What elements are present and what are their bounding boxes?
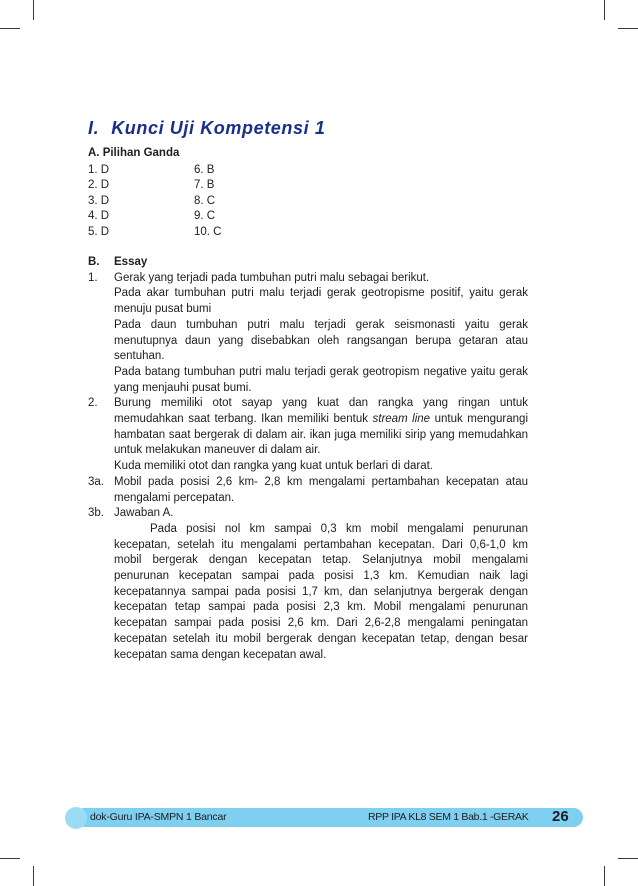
italic-term: stream line bbox=[372, 413, 431, 426]
crop-mark bbox=[618, 28, 638, 29]
crop-mark bbox=[604, 0, 605, 20]
paragraph: Gerak yang terjadi pada tumbuhan putri malu sebagai berikut. bbox=[114, 271, 430, 284]
item-number: 1. bbox=[88, 271, 98, 284]
crop-mark bbox=[33, 866, 34, 886]
multiple-choice-section bbox=[88, 146, 222, 241]
answer-item: 4. D bbox=[88, 210, 110, 223]
crop-mark bbox=[618, 858, 638, 859]
paragraph: Pada daun tumbuhan putri malu terjadi gerak seismonasti yaitu gerak menutupnya daun yang disebabkan oleh rangsangan berupa getaran atau sentuhan. bbox=[114, 318, 528, 363]
section-title-text: Kunci Uji Kompetensi 1 bbox=[111, 118, 326, 138]
multiple-choice-heading: A. Pilihan Ganda bbox=[88, 147, 180, 159]
answer-row bbox=[88, 209, 222, 225]
essay-label: B. bbox=[88, 256, 100, 268]
section-title bbox=[88, 118, 325, 139]
essay-section bbox=[88, 255, 528, 663]
paragraph: Pada akar tumbuhan putri malu terjadi gerak geotropisme positif, yaitu gerak menuju pusat bumi bbox=[114, 287, 528, 316]
answer-item: 3. D bbox=[88, 194, 110, 207]
item-number: 2. bbox=[88, 397, 98, 410]
answer-line: Jawaban A. bbox=[114, 507, 174, 520]
text-run: untuk mengurangi hambatan saat bergerak di dalam air. ikan juga memiliki sirip yang memudahkan untuk melakukan maneuver di dalam air. bbox=[114, 413, 528, 457]
footer-left-text: dok-Guru IPA-SMPN 1 Bancar bbox=[90, 811, 227, 823]
paragraph: Mobil pada posisi 2,6 km- 2,8 km mengalami pertambahan kecepatan atau mengalami percepatan. bbox=[114, 475, 528, 504]
item-number: 3a. bbox=[88, 475, 104, 488]
answer-row bbox=[88, 163, 222, 179]
crop-mark bbox=[0, 28, 20, 29]
essay-item bbox=[88, 506, 528, 663]
paragraph: Pada posisi nol km sampai 0,3 km mobil mengalami penurunan kecepatan, setelah itu mengalami pertambahan kecepatan. Dari 0,6-1,0 km mobil bergerak dengan kecepatan tetap. Selanjutnya mobil mengalami penurunan kecepatan sampai pada posisi 1,3 km. Kemudian naik lagi kecepatannya sampai pada posisi 1,7 km, dan selanjutnya bergerak dengan kecepatan tetap sampai pada posisi 2,3 km. Mobil mengalami penurunan kecepatan sampai pada posisi 2,6 km. Dari 2,6-2,8 mengalami peningatan kecepatan setelah itu mobil bergerak dengan kecepatan tetap, dengan besar kecepatan sama dengan kecepatan awal. bbox=[114, 522, 528, 661]
answer-item: 8. C bbox=[194, 194, 216, 207]
page-number: 26 bbox=[552, 808, 569, 825]
crop-mark bbox=[0, 858, 20, 859]
answer-item: 2. D bbox=[88, 179, 110, 192]
crop-mark bbox=[33, 0, 34, 20]
answer-item: 9. C bbox=[194, 210, 216, 223]
essay-item bbox=[88, 475, 528, 506]
essay-item bbox=[88, 396, 528, 475]
answer-item: 5. D bbox=[88, 225, 110, 238]
paragraph bbox=[114, 396, 528, 459]
answer-item: 6. B bbox=[194, 163, 215, 176]
text-run: Burung memiliki otot sayap yang kuat dan rangka yang ringan untuk memudahkan saat terbang. Ikan memiliki bentuk bbox=[114, 397, 528, 426]
answer-row bbox=[88, 194, 222, 210]
paragraph: Kuda memiliki otot dan rangka yang kuat untuk berlari di darat. bbox=[114, 460, 433, 473]
paragraph: Pada batang tumbuhan putri malu terjadi gerak geotropism negative yaitu gerak yang menjauhi pusat bumi. bbox=[114, 365, 528, 394]
answer-item: 7. B bbox=[194, 179, 215, 192]
crop-mark bbox=[604, 866, 605, 886]
section-number: I. bbox=[88, 118, 100, 138]
item-number: 3b. bbox=[88, 507, 104, 520]
essay-heading-text: Essay bbox=[114, 256, 148, 268]
answer-row bbox=[88, 178, 222, 194]
essay-item bbox=[88, 271, 528, 397]
footer-right-text: RPP IPA KL8 SEM 1 Bab.1 -GERAK bbox=[368, 811, 529, 823]
essay-heading bbox=[88, 255, 528, 271]
answer-item: 10. C bbox=[194, 225, 222, 238]
answer-item: 1. D bbox=[88, 163, 110, 176]
answer-row bbox=[88, 225, 222, 241]
